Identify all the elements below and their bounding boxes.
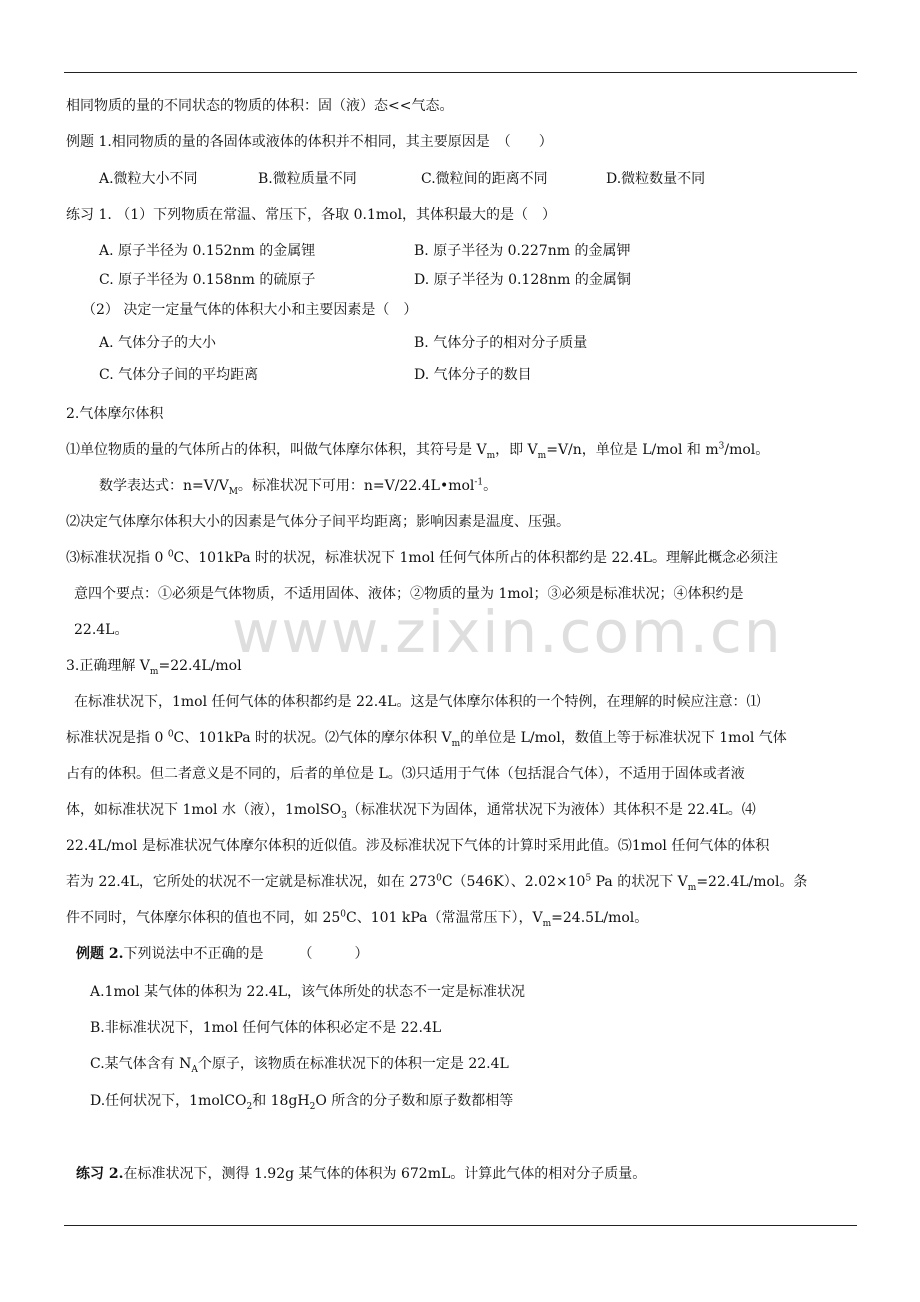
- example1-option-c: C.微粒间的距离不同: [421, 171, 548, 187]
- section3-title: 3.正确理解 $V_m=22.4L$/mol: [66, 658, 242, 677]
- section2-standard-line2: 意四个要点：①必须是气体物质，不适用固体、液体；②物质的量为 1mol；③必须是标准状况；④体积约是: [74, 586, 744, 602]
- watermark: www.zixin.com.cn: [232, 598, 783, 666]
- section2-definition: ⑴单位物质的量的气体所占的体积，叫做气体摩尔体积，其符号是 $V_m$，即 $V_m=V/n$，单位是 L/mol 和 $m^3$/mol。: [66, 441, 770, 461]
- example2-option-a: A.1mol 某气体的体积为 22.4L，该气体所处的状态不一定是标准状况: [90, 984, 526, 1000]
- practice1-q2-option-c: C. 气体分子间的平均距离: [99, 367, 259, 383]
- practice1-q1-option-d: D. 原子半径为 0.128nm 的金属铜: [414, 272, 631, 288]
- section3-line2: 标准状况是指 0 $^0$C、101kPa 时的状况。⑵气体的摩尔体积 $V_m$的单位是 L/mol，数值上等于标准状况下 1mol 气体: [66, 729, 787, 749]
- section2-factors: ⑵决定气体摩尔体积大小的因素是气体分子间平均距离；影响因素是温度、压强。: [66, 514, 570, 530]
- practice1-q1-option-a: A. 原子半径为 0.152nm 的金属锂: [99, 243, 316, 259]
- section3-line5: 22.4L/mol 是标准状况气体摩尔体积的近似值。涉及标准状况下气体的计算时采用此值。⑸1mol 任何气体的体积: [66, 838, 770, 854]
- section2-standard-line3: 22.4L。: [74, 622, 129, 638]
- section3-line3: 占有的体积。但二者意义是不同的，后者的单位是 L。⑶只适用于气体（包括混合气体），不适用于固体或者液: [66, 766, 745, 782]
- example2-option-d: D.任何状况下，1molCO$_2$和 $18gH_2O$ 所含的分子数和原子数都相等: [90, 1093, 514, 1112]
- practice2-label: 练习 2.: [76, 1166, 124, 1182]
- practice1-q2-option-d: D. 气体分子的数目: [414, 367, 532, 383]
- footer-rule: [64, 1225, 857, 1226]
- example1-option-a: A.微粒大小不同: [99, 171, 198, 187]
- practice1-q1-option-c: C. 原子半径为 0.158nm 的硫原子: [99, 272, 316, 288]
- section3-line4: 体，如标准状况下 1mol 水（液），1molSO$_3$（标准状况下为固体，通常状况下为液体）其体积不是 22.4L。⑷: [66, 802, 756, 821]
- section3-line7: 件不同时，气体摩尔体积的值也不同，如 $25^0C$、101 kPa（常温常压下），$V_m=24.5L$/mol。: [66, 909, 649, 929]
- section2-formula: 数学表达式：$n=V/V_M$。标准状况下可用：n=V/22.4L•mol$^{-1}$。: [99, 477, 498, 497]
- practice1-q2-option-a: A. 气体分子的大小: [99, 335, 217, 351]
- intro-line: 相同物质的量的不同状态的物质的体积：固（液）态<<气态。: [66, 98, 454, 114]
- example2-option-c: C.某气体含有 $N_A$个原子，该物质在标准状况下的体积一定是 22.4L: [90, 1056, 509, 1075]
- section3-line6: 若为 22.4L，它所处的状况不一定就是标准状况，如在 $273^0C(546K)$、$2.02\times 10^5$ Pa 的状况下 $V_m=22.4L$/mol。条: [66, 873, 808, 893]
- example1-option-d: D.微粒数量不同: [606, 171, 706, 187]
- example1-option-b: B.微粒质量不同: [258, 171, 357, 187]
- practice1-q1-option-b: B. 原子半径为 0.227nm 的金属钾: [414, 243, 631, 259]
- example2-stem: 例题 2.下列说法中不正确的是 （ ）: [76, 946, 369, 962]
- header-rule: [64, 72, 857, 73]
- practice1-stem: 练习 1. （1）下列物质在常温、常压下，各取 0.1mol，其体积最大的是（ ）: [66, 207, 557, 223]
- section2-standard-line1: ⑶标准状况指 0 $^0$C、101kPa 时的状况，标准状况下 1mol 任何气体所占的体积都约是 22.4L。理解此概念必须注: [66, 549, 778, 566]
- example2-label: 例题 2.: [76, 946, 124, 962]
- example1-stem: 例题 1.相同物质的量的各固体或液体的体积并不相同，其主要原因是 （ ）: [66, 134, 553, 150]
- practice1-q2-stem: （2） 决定一定量气体的体积大小和主要因素是（ ）: [82, 302, 418, 318]
- section3-line1: 在标准状况下，1mol 任何气体的体积都约是 22.4L。这是气体摩尔体积的一个特例，在理解的时候应注意：⑴: [74, 694, 761, 710]
- practice2-stem: 练习 2.在标准状况下，测得 1.92g 某气体的体积为 672mL。计算此气体的相对分子质量。: [76, 1166, 647, 1182]
- example2-option-b: B.非标准状况下，1mol 任何气体的体积必定不是 22.4L: [90, 1020, 442, 1036]
- practice1-q2-option-b: B. 气体分子的相对分子质量: [414, 335, 588, 351]
- section2-title: 2.气体摩尔体积: [66, 406, 164, 422]
